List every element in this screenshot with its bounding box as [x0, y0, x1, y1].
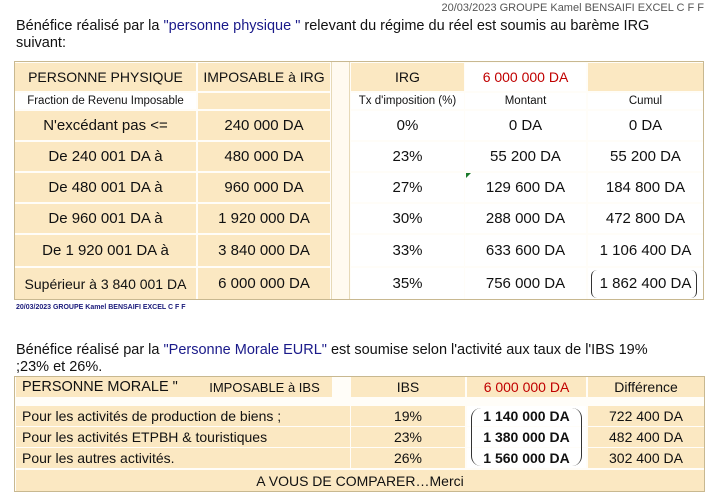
intro2-text-pre: Bénéfice réalisé par la: [16, 342, 164, 358]
ibs-header-amount: 6 000 000 DA: [467, 377, 586, 397]
table-row-imposable: 960 000 DA: [198, 173, 330, 202]
irg-header-blank: [588, 63, 703, 91]
table-row-activite: Pour les activités de production de biens ;: [16, 406, 350, 426]
table-row-montant: 129 600 DA: [465, 173, 586, 202]
irg-subheader-taux: Tx d'imposition (%): [351, 93, 464, 109]
ibs-amount-brace: [471, 408, 582, 466]
intro-quote-physique: "personne physique ": [163, 18, 301, 34]
irg-header-irg: IRG: [351, 63, 464, 91]
irg-header-personne-physique: PERSONNE PHYSIQUE: [15, 63, 196, 91]
table-row-cumul: 0 DA: [588, 111, 703, 140]
table-row-imposable: 480 000 DA: [198, 142, 330, 171]
table-row-montant: 633 600 DA: [465, 235, 586, 266]
irg-subheader-montant: Montant: [465, 93, 586, 109]
table-row-taux: 35%: [351, 268, 464, 299]
table-row-fraction: N'excédant pas <=: [15, 111, 196, 140]
table-row-montant: 55 200 DA: [465, 142, 586, 171]
table-row-activite: Pour les activités ETPBH & touristiques: [16, 427, 350, 447]
irg-subheader-cumul: Cumul: [588, 93, 703, 109]
table-row-taux: 0%: [351, 111, 464, 140]
table-row-difference: 722 400 DA: [588, 406, 704, 426]
table-row-montant: 756 000 DA: [465, 268, 586, 299]
table-row-fraction: De 1 920 001 DA à: [15, 235, 196, 266]
table-row-imposable: 240 000 DA: [198, 111, 330, 140]
ibs-header-difference: Différence: [588, 377, 704, 397]
table-row-imposable: 3 840 000 DA: [198, 235, 330, 266]
intro2-text-line2: ;23% et 26%.: [16, 359, 103, 375]
table-row-taux: 27%: [351, 173, 464, 202]
intro2-text-post: est soumise selon l'activité aux taux de l'IBS 19%: [326, 342, 648, 358]
table-row-fraction: De 240 001 DA à: [15, 142, 196, 171]
table-row-taux: 19%: [351, 406, 465, 426]
irg-subheader-blank: [198, 93, 330, 109]
table-row-taux: 23%: [351, 142, 464, 171]
table-row-montant: 1 560 000 DA: [467, 448, 586, 468]
table-row-cumul: 1 862 400 DA: [588, 268, 703, 299]
cumul-total-brace: [591, 270, 697, 298]
table-row-difference: 302 400 DA: [588, 448, 704, 468]
table-row-imposable: 6 000 000 DA: [198, 268, 330, 299]
ibs-header-imposable: IMPOSABLE à IBS: [197, 377, 332, 397]
intro2-quote-morale: "Personne Morale EURL": [163, 342, 327, 358]
table-row-fraction: De 960 001 DA à: [15, 204, 196, 233]
intro-paragraph-physique: [16, 18, 706, 52]
table-row-montant: 288 000 DA: [465, 204, 586, 233]
table-row-cumul: 472 800 DA: [588, 204, 703, 233]
intro-paragraph-morale: [16, 342, 706, 376]
ibs-header-ibs: IBS: [351, 377, 465, 397]
table-row-montant: 0 DA: [465, 111, 586, 140]
table-row-cumul: 184 800 DA: [588, 173, 703, 202]
table-row-cumul: 55 200 DA: [588, 142, 703, 171]
irg-header-amount: 6 000 000 DA: [465, 63, 586, 91]
table-row-imposable: 1 920 000 DA: [198, 204, 330, 233]
table-row-difference: 482 400 DA: [588, 427, 704, 447]
irg-table-spacer: [331, 62, 350, 299]
ibs-header-personne-morale: PERSONNE MORALE ": [16, 377, 197, 397]
irg-header-imposable: IMPOSABLE à IRG: [198, 63, 330, 91]
intro-text-pre: Bénéfice réalisé par la: [16, 18, 164, 34]
table-row-montant: 1 140 000 DA: [467, 406, 586, 426]
irg-subheader-fraction: Fraction de Revenu Imposable: [15, 93, 196, 109]
cell-comment-marker-icon: [466, 173, 471, 178]
table-row-taux: 30%: [351, 204, 464, 233]
compare-footer: A VOUS DE COMPARER…Merci: [16, 470, 704, 491]
table-row-fraction: De 480 001 DA à: [15, 173, 196, 202]
intro-text-post: relevant du régime du réel est soumis au barème IRG: [300, 18, 650, 34]
table-row-montant: 1 380 000 DA: [467, 427, 586, 447]
table-row-taux: 26%: [351, 448, 465, 468]
table-row-activite: Pour les autres activités.: [16, 448, 350, 468]
table-row-taux: 23%: [351, 427, 465, 447]
date-stamp-top: 20/03/2023 GROUPE Kamel BENSAIFI EXCEL C F F: [441, 2, 704, 14]
table-row-taux: 33%: [351, 235, 464, 266]
table-row-fraction: Supérieur à 3 840 001 DA: [15, 268, 196, 299]
date-stamp-mid: 20/03/2023 GROUPE Kamel BENSAIFI EXCEL C F F: [16, 304, 186, 311]
intro-text-line2: suivant:: [16, 35, 66, 51]
table-row-cumul: 1 106 400 DA: [588, 235, 703, 266]
